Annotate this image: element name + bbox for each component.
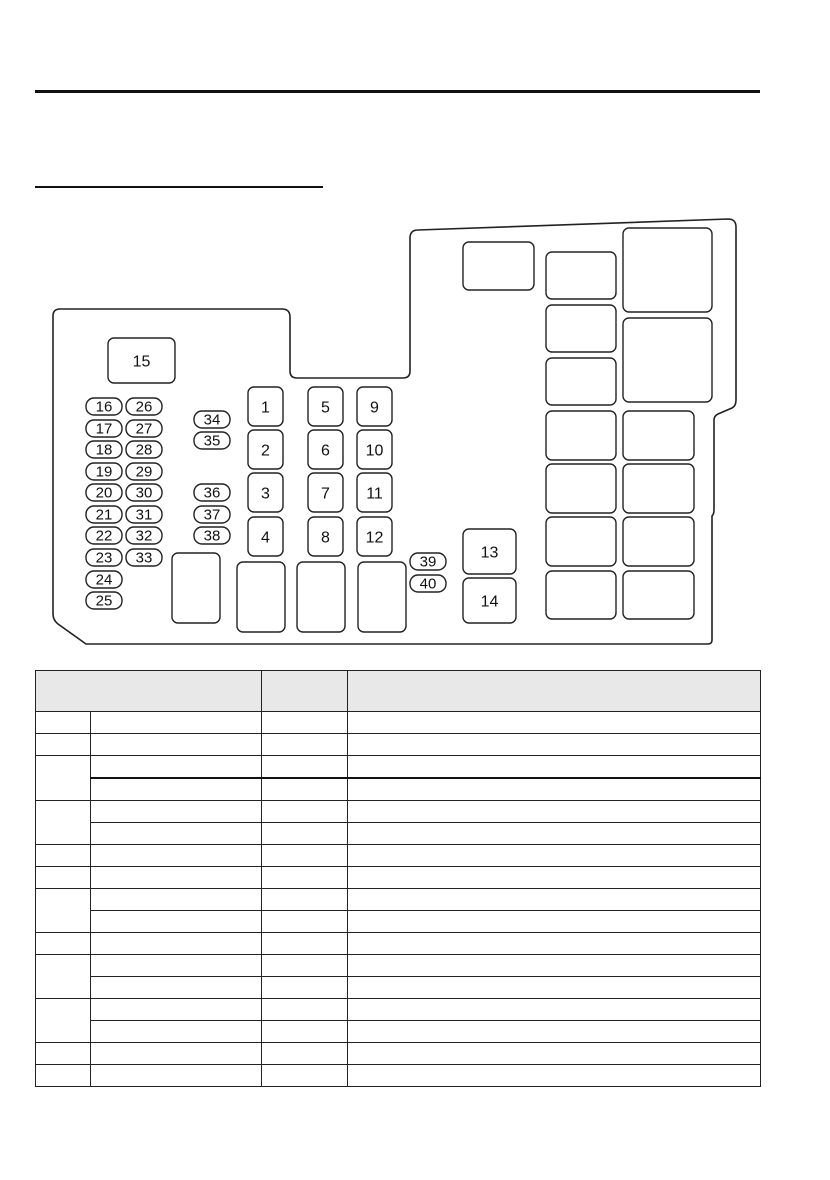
relay-block-3 [546, 305, 616, 352]
table-row [36, 734, 761, 756]
table-cell [262, 778, 348, 801]
table-cell [348, 845, 761, 867]
col-header-component [348, 671, 761, 712]
fuse-33-label: 33 [135, 549, 153, 567]
fuse-24-label: 24 [95, 571, 113, 589]
table-cell [91, 933, 262, 955]
table-cell [262, 889, 348, 911]
table-cell [262, 1065, 348, 1087]
table-cell [91, 778, 262, 801]
fuse-21-label: 21 [95, 506, 113, 524]
table-cell [262, 801, 348, 823]
table-cell [348, 756, 761, 779]
fuse-2-label: 2 [261, 442, 270, 460]
table-cell [91, 823, 262, 845]
table-row [36, 889, 761, 911]
table-row [36, 999, 761, 1021]
fuse-8-label: 8 [321, 529, 330, 547]
relay-block-12 [623, 464, 694, 513]
relay-block-11 [623, 411, 694, 460]
fuse-28-label: 28 [135, 441, 153, 459]
table-cell [91, 712, 262, 734]
table-row [36, 867, 761, 889]
fuse-29-label: 29 [135, 463, 153, 481]
fuse-15-label: 15 [132, 353, 151, 371]
relay-block-4 [546, 358, 616, 405]
table-cell [91, 1021, 262, 1043]
table-cell [91, 889, 262, 911]
table-cell [262, 933, 348, 955]
table-cell [348, 712, 761, 734]
table-cell [262, 823, 348, 845]
relay-block-6 [546, 464, 616, 513]
table-cell [262, 955, 348, 977]
fuse-30-label: 30 [135, 484, 153, 502]
table-cell [348, 1043, 761, 1065]
table-cell [91, 1065, 262, 1087]
table-row [36, 1043, 761, 1065]
fuse-3-label: 3 [261, 485, 270, 503]
table-row [36, 823, 761, 845]
relay-block-13 [623, 517, 694, 566]
table-row [36, 911, 761, 933]
table-cell [262, 999, 348, 1021]
table-cell [348, 1065, 761, 1087]
fuse-40-label: 40 [419, 575, 437, 593]
fuse-37-label: 37 [203, 506, 221, 524]
relay-block-9 [623, 228, 712, 312]
table-cell-fuse-no [36, 756, 91, 801]
relay-block-18 [358, 562, 406, 632]
relay-block-8 [546, 571, 616, 619]
table-cell-fuse-no [36, 845, 91, 867]
table-row [36, 712, 761, 734]
fuse-4-label: 4 [261, 529, 270, 547]
table-cell [91, 801, 262, 823]
fuse-5-label: 5 [321, 399, 330, 417]
table-cell [91, 1043, 262, 1065]
table-cell [348, 977, 761, 999]
fuse-10-label: 10 [365, 442, 384, 460]
table-cell [348, 911, 761, 933]
table-cell [91, 756, 262, 779]
relay-block-5 [546, 411, 616, 460]
table-cell [348, 889, 761, 911]
relay-block-15 [172, 553, 220, 623]
table-row [36, 1065, 761, 1087]
table-cell-fuse-no [36, 801, 91, 845]
table-cell [348, 1021, 761, 1043]
fuse-18-label: 18 [95, 441, 113, 459]
table-cell [348, 734, 761, 756]
table-cell [91, 955, 262, 977]
table-cell-fuse-no [36, 955, 91, 999]
fuse-26-label: 26 [135, 398, 153, 416]
table-row [36, 801, 761, 823]
fuse-table [35, 670, 761, 1087]
fuse-12-label: 12 [365, 529, 384, 547]
table-cell [91, 734, 262, 756]
table-cell [262, 756, 348, 779]
fuse-31-label: 31 [135, 506, 153, 524]
table-row [36, 955, 761, 977]
relay-block-10 [623, 318, 712, 402]
relay-block-7 [546, 517, 616, 566]
table-row [36, 977, 761, 999]
fuse-39-label: 39 [419, 553, 437, 571]
fuse-25-label: 25 [95, 592, 113, 610]
fuse-14-label: 14 [480, 593, 499, 611]
table-cell [262, 712, 348, 734]
table-cell [348, 999, 761, 1021]
table-cell [91, 867, 262, 889]
table-row [36, 933, 761, 955]
table-cell-fuse-no [36, 999, 91, 1043]
table-cell [262, 734, 348, 756]
relay-block-2 [546, 252, 616, 299]
fuse-34-label: 34 [203, 411, 221, 429]
fuse-19-label: 19 [95, 463, 113, 481]
fuse-20-label: 20 [95, 484, 113, 502]
table-cell [91, 999, 262, 1021]
table-row [36, 1021, 761, 1043]
relay-block-16 [237, 562, 285, 632]
fuse-7-label: 7 [321, 485, 330, 503]
table-cell [262, 911, 348, 933]
table-cell [91, 977, 262, 999]
table-cell [262, 867, 348, 889]
table-cell [262, 845, 348, 867]
table-cell-fuse-no [36, 889, 91, 933]
fuse-table-body [36, 712, 761, 1087]
relay-block-17 [297, 562, 345, 632]
table-cell [348, 823, 761, 845]
col-header-fuse [36, 671, 262, 712]
table-cell [348, 933, 761, 955]
table-cell [348, 801, 761, 823]
col-header-rating [262, 671, 348, 712]
relay-block-1 [463, 242, 534, 290]
fuse-38-label: 38 [203, 527, 221, 545]
table-cell-fuse-no [36, 867, 91, 889]
table-cell-fuse-no [36, 1065, 91, 1087]
fuse-23-label: 23 [95, 549, 113, 567]
table-cell [348, 955, 761, 977]
relay-block-14 [623, 571, 694, 619]
table-row [36, 845, 761, 867]
table-cell [348, 778, 761, 801]
fuse-11-label: 11 [366, 485, 383, 503]
fuse-27-label: 27 [135, 420, 153, 438]
table-cell [262, 1043, 348, 1065]
table-cell-fuse-no [36, 734, 91, 756]
table-row [36, 756, 761, 779]
fuse-1-label: 1 [261, 399, 270, 417]
fuse-32-label: 32 [135, 527, 153, 545]
table-row [36, 778, 761, 801]
table-cell-fuse-no [36, 1043, 91, 1065]
table-cell [262, 1021, 348, 1043]
table-cell-fuse-no [36, 712, 91, 734]
fuse-17-label: 17 [95, 420, 113, 438]
fuse-13-label: 13 [480, 544, 499, 562]
table-cell [91, 911, 262, 933]
fuse-22-label: 22 [95, 527, 113, 545]
table-cell [91, 845, 262, 867]
table-cell-fuse-no [36, 933, 91, 955]
fuse-35-label: 35 [203, 432, 221, 450]
fuse-6-label: 6 [321, 442, 330, 460]
table-cell [348, 867, 761, 889]
fuse-36-label: 36 [203, 484, 221, 502]
fuse-9-label: 9 [370, 399, 379, 417]
fuse-16-label: 16 [95, 398, 113, 416]
table-cell [262, 977, 348, 999]
